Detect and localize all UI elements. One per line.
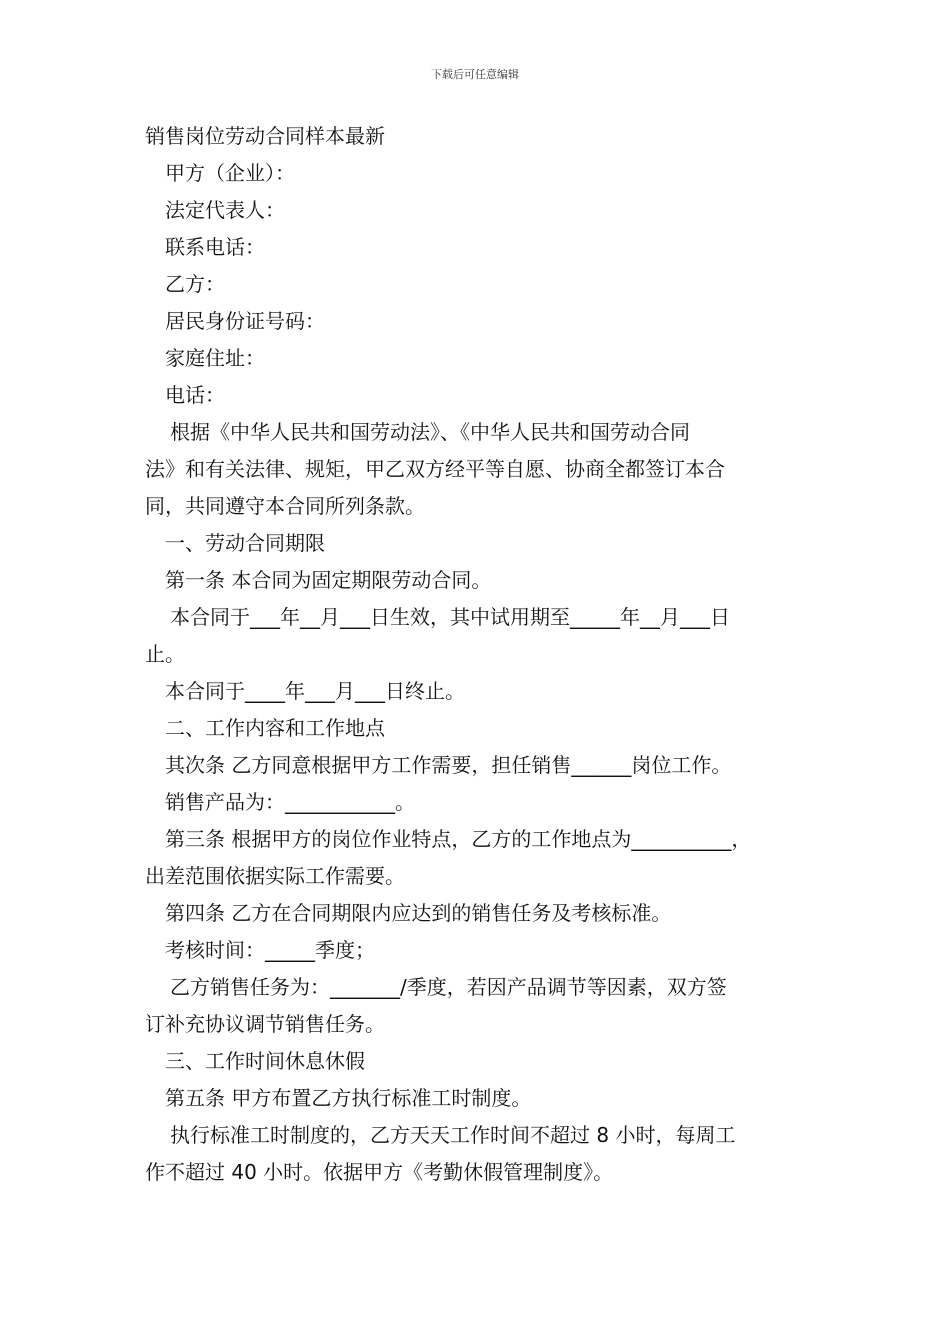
contract-document xyxy=(145,118,817,1191)
document-line: 甲方（企业）： xyxy=(165,161,295,185)
document-line: 第四条 乙方在合同期限内应达到的销售任务及考核标准。 xyxy=(165,901,672,925)
document-line: 同，共同遵守本合同所列条款。 xyxy=(145,494,425,518)
page-header: 下载后可任意编辑 xyxy=(431,68,519,81)
document-line: 考核时间：_____季度； xyxy=(165,938,375,962)
document-line: 一、劳动合同期限 xyxy=(165,531,325,555)
document-line: 销售产品为：___________。 xyxy=(165,790,415,814)
document-title: 销售岗位劳动合同样本最新 xyxy=(145,124,385,148)
document-line: 第一条 本合同为固定期限劳动合同。 xyxy=(165,568,492,592)
document-line: 乙方销售任务为：_______/季度，若因产品调节等因素，双方签 xyxy=(170,975,727,999)
document-line: 第三条 根据甲方的岗位作业特点，乙方的工作地点为__________， xyxy=(165,827,752,851)
document-line: 止。 xyxy=(145,642,185,666)
document-line: 本合同于____年___月___日终止。 xyxy=(165,679,465,703)
document-line: 本合同于___年__月___日生效，其中试用期至_____年__月___日 xyxy=(170,605,730,629)
document-line: 法》和有关法律、规矩，甲乙双方经平等自愿、协商全都签订本合 xyxy=(145,457,725,481)
document-line: 居民身份证号码： xyxy=(165,309,325,333)
document-line: 订补充协议调节销售任务。 xyxy=(145,1012,385,1036)
document-line: 联系电话： xyxy=(165,235,265,259)
document-body xyxy=(145,155,817,1191)
document-line: 家庭住址： xyxy=(165,346,265,370)
document-line: 电话： xyxy=(165,383,225,407)
document-line: 乙方： xyxy=(165,272,225,296)
document-line: 三、工作时间休息休假 xyxy=(165,1049,365,1073)
document-line: 出差范围依据实际工作需要。 xyxy=(145,864,405,888)
document-line: 第五条 甲方布置乙方执行标准工时制度。 xyxy=(165,1086,532,1110)
document-line: 根据《中华人民共和国劳动法》、《中华人民共和国劳动合同 xyxy=(170,420,690,444)
document-line: 其次条 乙方同意根据甲方工作需要，担任销售______岗位工作。 xyxy=(165,753,732,777)
document-line: 二、工作内容和工作地点 xyxy=(165,716,385,740)
document-line: 作不超过 40 小时。依据甲方《考勤休假管理制度》。 xyxy=(145,1160,614,1184)
document-line: 执行标准工时制度的，乙方天天工作时间不超过 8 小时，每周工 xyxy=(170,1123,736,1147)
document-line: 法定代表人： xyxy=(165,198,285,222)
